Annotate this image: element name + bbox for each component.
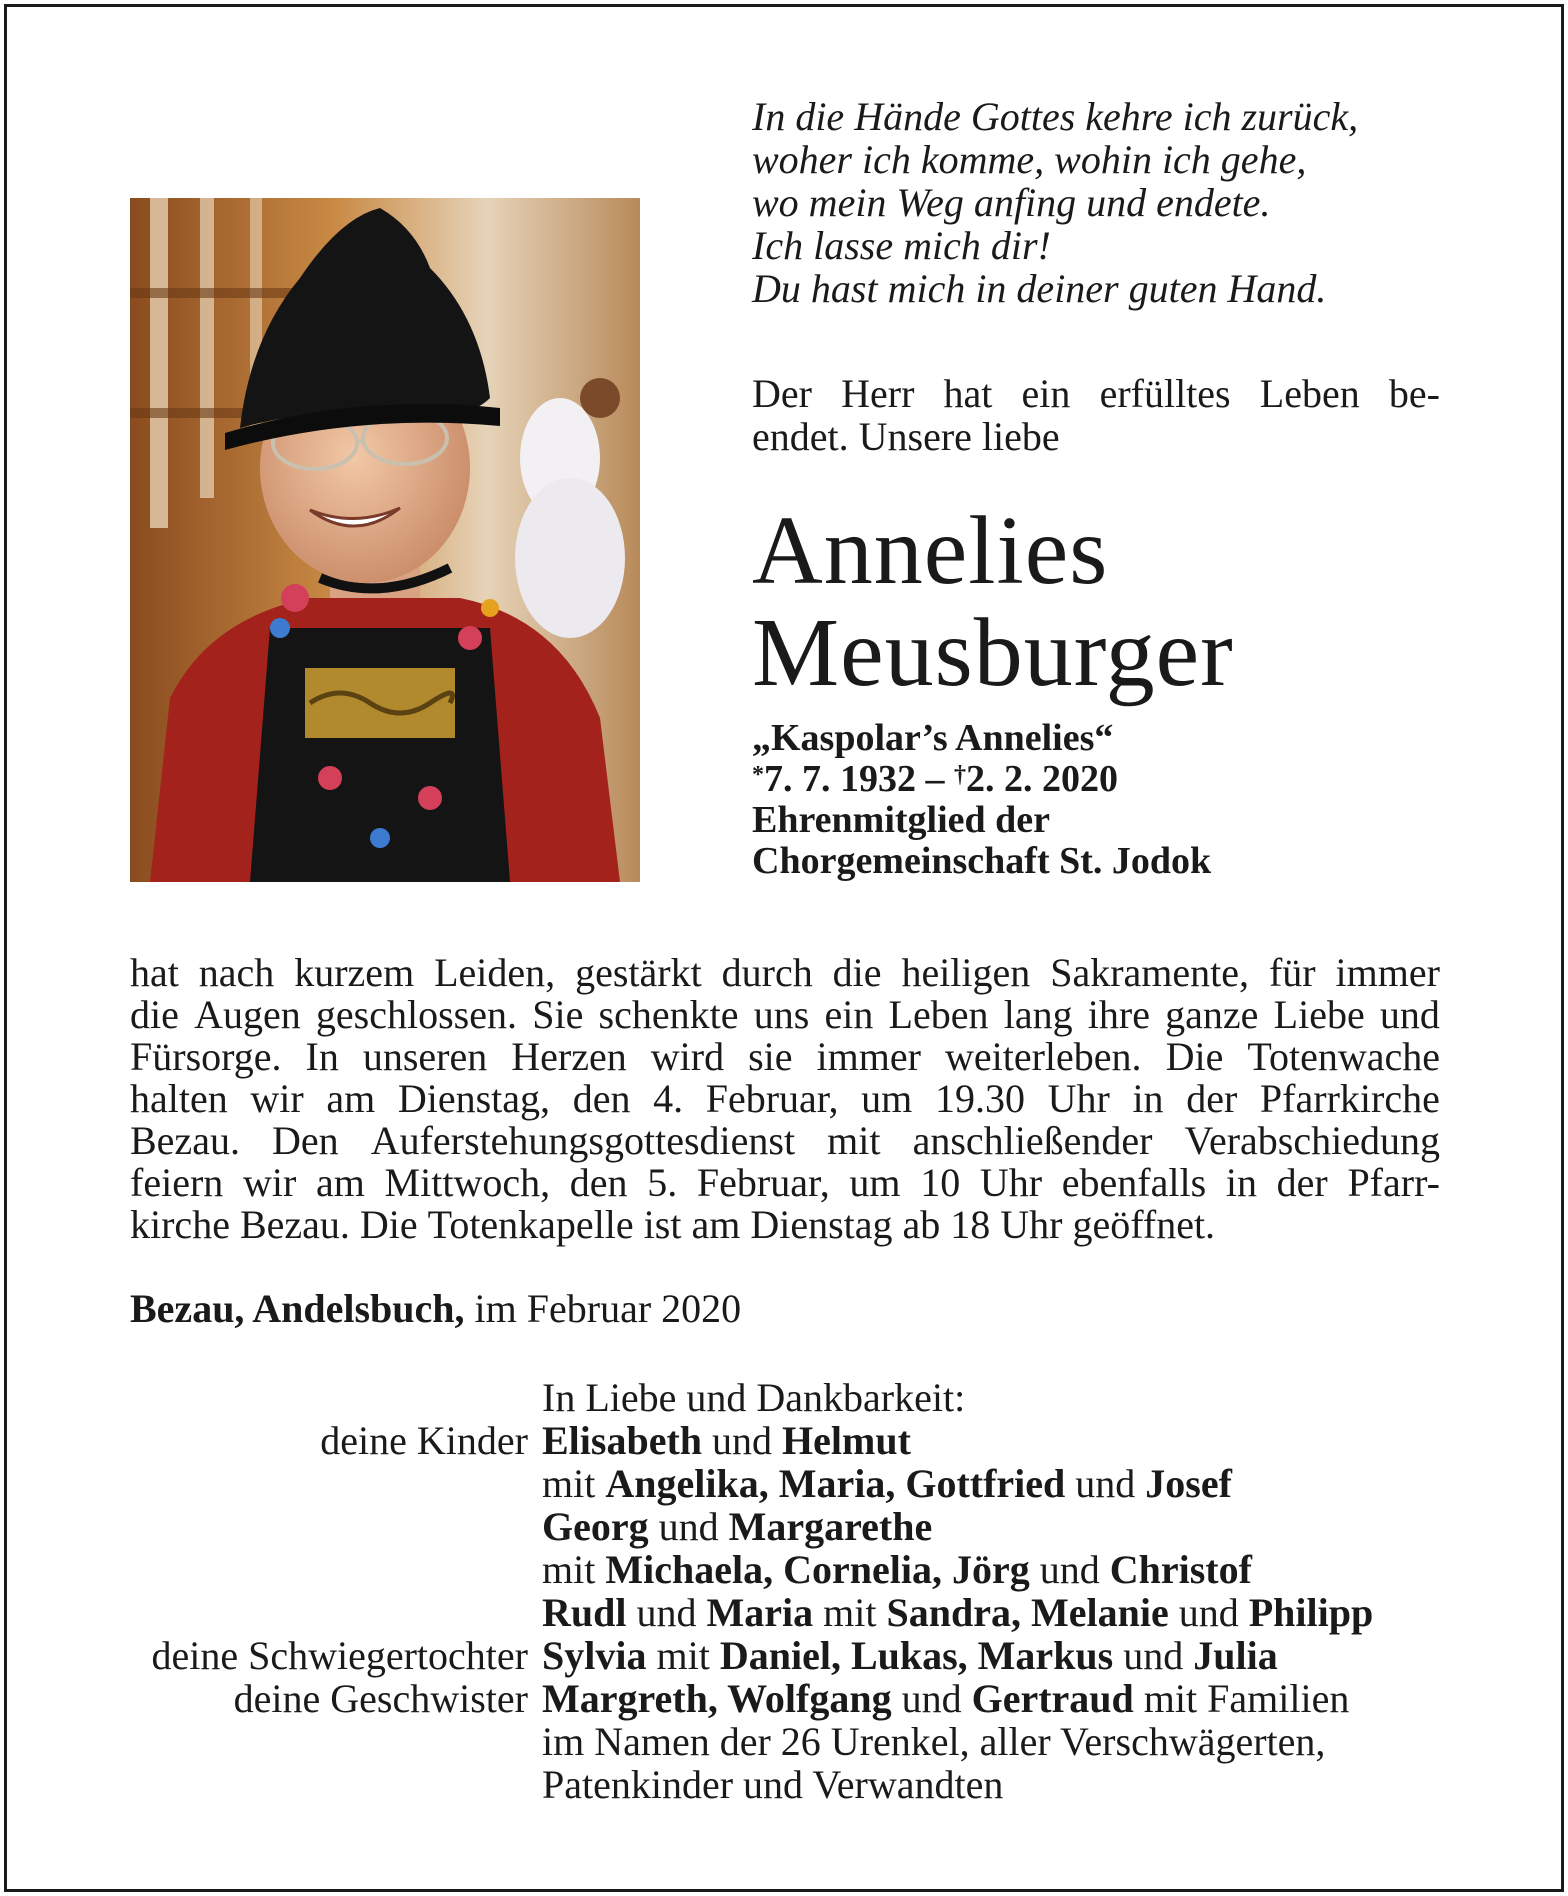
word: geschlossen. (315, 992, 517, 1037)
name: Margreth, Wolfgang (542, 1676, 892, 1721)
conj: und (648, 1504, 729, 1549)
mourners-row (130, 1376, 1460, 1419)
died-symbol: † (954, 762, 966, 788)
mourner-names (542, 1462, 1460, 1505)
word: durch (721, 950, 813, 995)
honor-line: Ehrenmitglied der (752, 799, 1051, 841)
word: Dienstag (750, 1202, 903, 1247)
word: Dienstag, (397, 1076, 551, 1121)
word: den (569, 1160, 628, 1205)
relation-label: deine Kinder (320, 1418, 528, 1463)
body-line (130, 1036, 1440, 1078)
word: Totenkapelle (427, 1202, 644, 1247)
word: In (305, 1034, 339, 1079)
verse-line: In die Hände Gottes kehre ich zurück, (752, 94, 1359, 139)
word: Totenwache (1247, 1034, 1440, 1079)
word: Leben (1259, 371, 1360, 416)
mourners-heading: In Liebe und Dankbarkeit: (542, 1375, 966, 1420)
name: Christof (1109, 1547, 1252, 1592)
word: 19.30 (934, 1076, 1025, 1121)
name: Gertraud (971, 1676, 1134, 1721)
word: der (1186, 1076, 1238, 1121)
word: nach (198, 950, 275, 995)
word: die (130, 992, 179, 1037)
word: Verabschiedung (1184, 1118, 1440, 1163)
relation-label (130, 1462, 542, 1505)
verse-line: wo mein Weg anfing und endete. (752, 180, 1271, 225)
word: 10 (920, 1160, 961, 1205)
intro-line (752, 372, 1440, 415)
word: die (832, 950, 882, 995)
word: wir (242, 1160, 297, 1205)
name: Sylvia (542, 1633, 647, 1678)
verse (752, 95, 1472, 310)
name: Georg (542, 1504, 649, 1549)
conj: mit (542, 1461, 606, 1506)
word: Sakramente, (1050, 950, 1250, 995)
word: unseren (362, 1034, 488, 1079)
conj: und (702, 1418, 783, 1463)
conj: mit Familien (1133, 1676, 1350, 1721)
name: Daniel, Lukas, Markus (719, 1633, 1114, 1678)
word: Sie (532, 992, 584, 1037)
mourner-names (542, 1634, 1460, 1677)
word: am (326, 1076, 376, 1121)
born-symbol: * (752, 762, 764, 788)
conj: und (1113, 1633, 1194, 1678)
name: Philipp (1248, 1590, 1374, 1635)
conj: mit (646, 1633, 720, 1678)
word: mit (827, 1118, 881, 1163)
conj: und (1029, 1547, 1110, 1592)
mourner-names (542, 1548, 1460, 1591)
name: Julia (1193, 1633, 1278, 1678)
verse-line: Ich lasse mich dir! (752, 223, 1051, 268)
word: 4. (653, 1076, 684, 1121)
word: wir (250, 1076, 304, 1121)
verse-line: woher ich komme, wohin ich gehe, (752, 137, 1307, 182)
mourner-names (542, 1505, 1460, 1548)
word: anschließender (912, 1118, 1153, 1163)
word: immer (816, 1034, 921, 1079)
word: geöffnet. (1072, 1202, 1216, 1247)
word: erfülltes (1099, 371, 1231, 416)
conj: und (1168, 1590, 1249, 1635)
word: Die (1165, 1034, 1224, 1079)
name: Helmut (782, 1418, 911, 1463)
relation-label (130, 1591, 542, 1634)
body-line (130, 1078, 1440, 1120)
word: Augen (194, 992, 301, 1037)
word: der (1276, 1160, 1328, 1205)
mourners-row (130, 1763, 1460, 1806)
word: Uhr (1000, 1202, 1073, 1247)
mourner-names (542, 1677, 1460, 1720)
word: feiern (130, 1160, 224, 1205)
mourner-names (542, 1419, 1460, 1462)
word: Der (752, 371, 812, 416)
relation-label: deine Geschwister (233, 1676, 528, 1721)
honor-line: Chorgemeinschaft St. Jodok (752, 840, 1212, 882)
conj: und (626, 1590, 707, 1635)
announcement-body (130, 952, 1440, 1246)
word: Uhr (1047, 1076, 1110, 1121)
place-date (130, 1288, 1030, 1330)
name: Maria (706, 1590, 814, 1635)
name: Angelika, Maria, Gottfried (605, 1461, 1066, 1506)
word: ebenfalls (1061, 1160, 1207, 1205)
first-name: Annelies (752, 497, 1109, 605)
body-line (130, 1204, 1440, 1246)
word: weiterleben. (944, 1034, 1142, 1079)
word: ein (824, 992, 874, 1037)
word: 18 (950, 1202, 1001, 1247)
conj: und (891, 1676, 972, 1721)
word: Herzen (511, 1034, 627, 1079)
mourners-row (130, 1505, 1460, 1548)
name: Michaela, Cornelia, Jörg (605, 1547, 1030, 1592)
relation-label (130, 1720, 542, 1763)
body-line (130, 994, 1440, 1036)
name: Rudl (542, 1590, 627, 1635)
word: und (1379, 992, 1440, 1037)
relation-label (130, 1548, 542, 1591)
mourners-row (130, 1548, 1460, 1591)
word: am (315, 1160, 365, 1205)
word: ein (1021, 371, 1071, 416)
conj: mit (542, 1547, 606, 1592)
word: wird (650, 1034, 725, 1079)
word: Bezau. (130, 1118, 240, 1163)
relation-label (130, 1763, 542, 1806)
word: um (861, 1076, 913, 1121)
place-names: Bezau, Andelsbuch, (130, 1286, 465, 1331)
portrait-illustration (130, 198, 640, 882)
verse-line: Du hast mich in deiner guten Hand. (752, 266, 1327, 311)
word: in (1225, 1160, 1257, 1205)
deceased-details (752, 718, 1452, 882)
word: immer (1335, 950, 1440, 995)
mourners-row (130, 1462, 1460, 1505)
death-date: 2. 2. 2020 (966, 758, 1118, 800)
name: Elisabeth (542, 1418, 703, 1463)
birth-date: 7. 7. 1932 (764, 758, 916, 800)
word: uns (753, 992, 810, 1037)
portrait-photo (130, 198, 640, 882)
word: Pfarr- (1347, 1160, 1440, 1205)
closing-line: im Namen der 26 Urenkel, aller Verschwägerten, (542, 1719, 1326, 1764)
word: den (572, 1076, 631, 1121)
mourners-row (130, 1677, 1460, 1720)
conj: und (1065, 1461, 1146, 1506)
word: für (1268, 950, 1316, 995)
word: heiligen (901, 950, 1031, 995)
mourners-row (130, 1591, 1460, 1634)
word: Februar, (705, 1076, 839, 1121)
deceased-name (752, 497, 1452, 707)
word: hat (130, 950, 179, 995)
word: Bezau. (239, 1202, 360, 1247)
word: Fürsorge. (130, 1034, 282, 1079)
word: ganze (1165, 992, 1259, 1037)
closing-line: Patenkinder und Verwandten (542, 1762, 1004, 1807)
word: am (691, 1202, 751, 1247)
name: Josef (1145, 1461, 1232, 1506)
conj: mit (813, 1590, 887, 1635)
relation-label (130, 1505, 542, 1548)
relation-label: deine Schwiegertochter (151, 1633, 528, 1678)
word: be- (1388, 371, 1440, 416)
word: Herr (841, 371, 915, 416)
life-dates (752, 759, 1452, 800)
body-line (130, 1120, 1440, 1162)
word: sie (748, 1034, 793, 1079)
word: Uhr (979, 1160, 1043, 1205)
mourners-row (130, 1634, 1460, 1677)
relation-label (130, 1376, 542, 1419)
word: 5. (647, 1160, 678, 1205)
body-line (130, 1162, 1440, 1204)
word: ist (643, 1202, 692, 1247)
last-name: Meusburger (752, 599, 1234, 707)
word: Pfarrkirche (1259, 1076, 1440, 1121)
word: Auferstehungsgottesdienst (370, 1118, 796, 1163)
word: Februar, (696, 1160, 830, 1205)
word: Den (272, 1118, 339, 1163)
intro-text (752, 372, 1440, 458)
word: kurzem (294, 950, 415, 995)
nickname: „Kaspolar’s Annelies“ (752, 717, 1114, 759)
word: Die (359, 1202, 428, 1247)
word: gestärkt (575, 950, 702, 995)
word: in (1132, 1076, 1164, 1121)
word: Liebe (1273, 992, 1365, 1037)
word: kirche (130, 1202, 240, 1247)
intro-line: endet. Unsere liebe (752, 414, 1060, 459)
word: um (849, 1160, 901, 1205)
word: ab (902, 1202, 951, 1247)
mourners-list (130, 1376, 1460, 1806)
word: halten (130, 1076, 228, 1121)
word: schenkte (598, 992, 739, 1037)
name: Sandra, Melanie (886, 1590, 1169, 1635)
word: Mittwoch, (384, 1160, 551, 1205)
word: Leiden, (434, 950, 556, 995)
body-line (130, 952, 1440, 994)
date-text: im Februar 2020 (464, 1286, 742, 1331)
name: Margarethe (728, 1504, 933, 1549)
word: lang (1003, 992, 1073, 1037)
word: ihre (1087, 992, 1150, 1037)
word: hat (943, 371, 993, 416)
mourner-names (542, 1591, 1460, 1634)
mourners-row (130, 1720, 1460, 1763)
mourners-row (130, 1419, 1460, 1462)
date-dash: – (916, 758, 954, 800)
word: Leben (888, 992, 989, 1037)
